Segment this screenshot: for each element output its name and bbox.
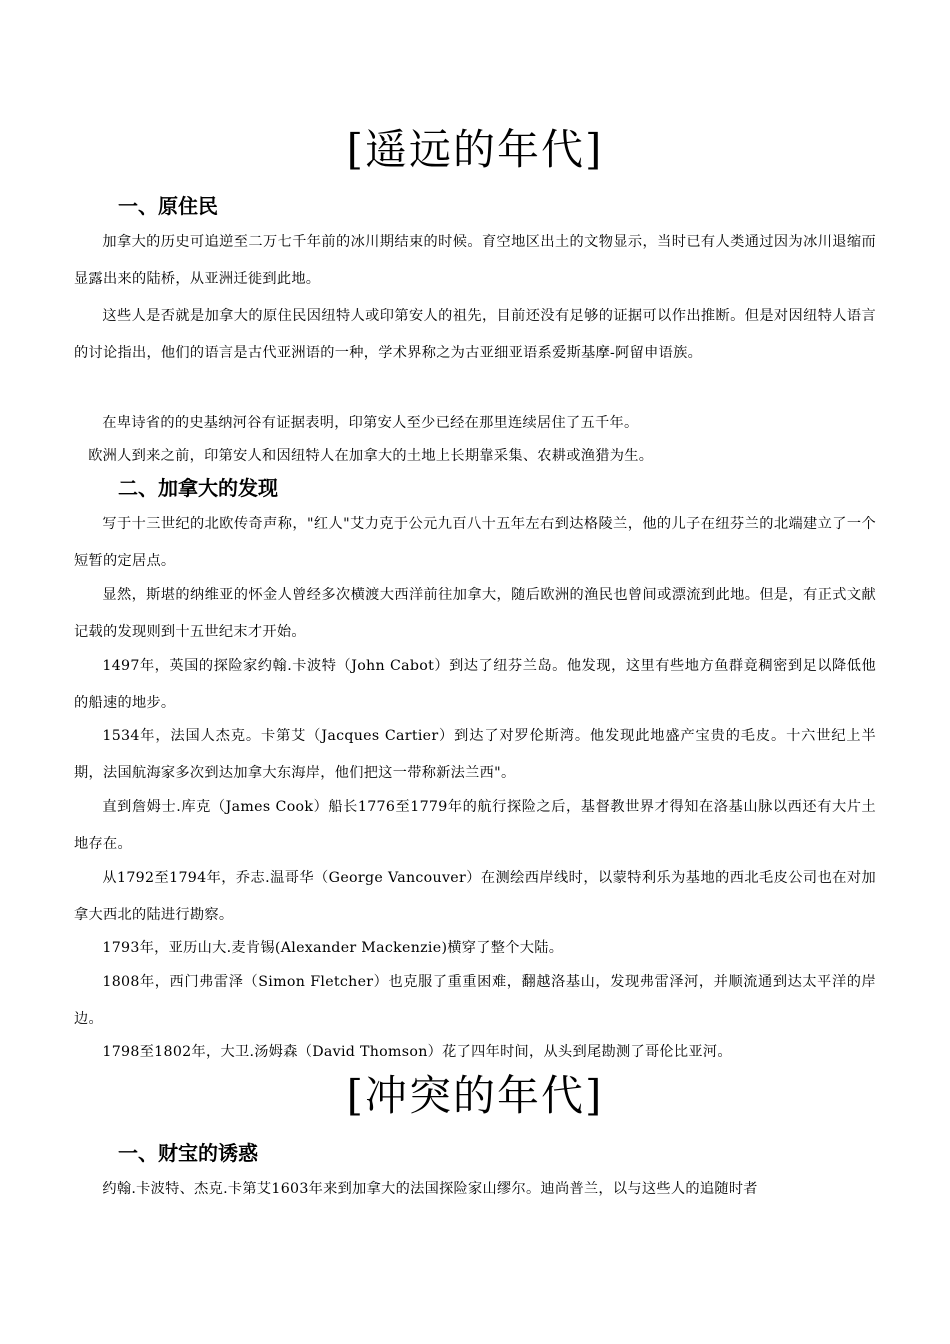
section-heading: 二、加拿大的发现 bbox=[118, 476, 278, 500]
section-heading: 一、财宝的诱惑 bbox=[118, 1141, 258, 1165]
paragraph: 这些人是否就是加拿大的原住民因纽特人或印第安人的祖先，目前还没有足够的证据可以作出推断。但是对因纽特人语言的讨论指出，他们的语言是古代亚洲语的一种，学术界称之为古亚细亚语系爱斯基摩-阿留申语族。 bbox=[74, 308, 876, 361]
paragraph: 欧洲人到来之前，印第安人和因纽特人在加拿大的土地上长期靠采集、农耕或渔猎为生。 bbox=[88, 448, 654, 464]
paragraph: 1534年，法国人杰克。卡第艾（Jacques Cartier）到达了对罗伦斯湾。他发现此地盛产宝贵的毛皮。十六世纪上半期，法国航海家多次到达加拿大东海岸，他们把这一带称新法兰西"。 bbox=[74, 728, 876, 781]
paragraph: 从1792至1794年，乔志.温哥华（George Vancouver）在测绘西岸线时，以蒙特利乐为基地的西北毛皮公司也在对加拿大西北的陆进行勘察。 bbox=[74, 870, 876, 923]
paragraph: 显然，斯堪的纳维亚的怀金人曾经多次横渡大西洋前往加拿大，随后欧洲的渔民也曾间或漂流到此地。但是，有正式文献记载的发现则到十五世纪末才开始。 bbox=[74, 587, 876, 640]
paragraph: 直到詹姆士.库克（James Cook）船长1776至1779年的航行探险之后，基督教世界才得知在洛基山脉以西还有大片土地存在。 bbox=[74, 799, 876, 852]
paragraph: 1798至1802年，大卫.汤姆森（David Thomson）花了四年时间，从头到尾勘测了哥伦比亚河。 bbox=[102, 1044, 732, 1060]
chapter-title: [遥远的年代] bbox=[346, 125, 604, 174]
paragraph: 加拿大的历史可追逆至二万七千年前的冰川期结束的时候。育空地区出土的文物显示，当时已有人类通过因为冰川退缩而显露出来的陆桥，从亚洲迁徙到此地。 bbox=[74, 234, 876, 287]
paragraph: 1808年，西门弗雷泽（Simon Fletcher）也克服了重重困难，翻越洛基山，发现弗雷泽河，并顺流通到达太平洋的岸边。 bbox=[74, 974, 876, 1027]
paragraph: 写于十三世纪的北欧传奇声称，"红人"艾力克于公元九百八十五年左右到达格陵兰，他的儿子在纽芬兰的北端建立了一个短暂的定居点。 bbox=[74, 516, 876, 569]
chapter-title: [冲突的年代] bbox=[346, 1071, 604, 1120]
paragraph: 1497年，英国的探险家约翰.卡波特（John Cabot）到达了纽芬兰岛。他发现，这里有些地方鱼群竟稠密到足以降低他的船速的地步。 bbox=[74, 658, 876, 711]
paragraph: 在卑诗省的的史基纳河谷有证据表明，印第安人至少已经在那里连续居住了五千年。 bbox=[102, 415, 639, 431]
section-heading: 一、原住民 bbox=[118, 194, 218, 218]
paragraph: 约翰.卡波特、杰克.卡第艾1603年来到加拿大的法国探险家山缪尔。迪尚普兰，以与这些人的追随时者 bbox=[102, 1181, 758, 1197]
paragraph: 1793年，亚历山大.麦肯锡(Alexander Mackenzie)横穿了整个大陆。 bbox=[102, 940, 564, 956]
